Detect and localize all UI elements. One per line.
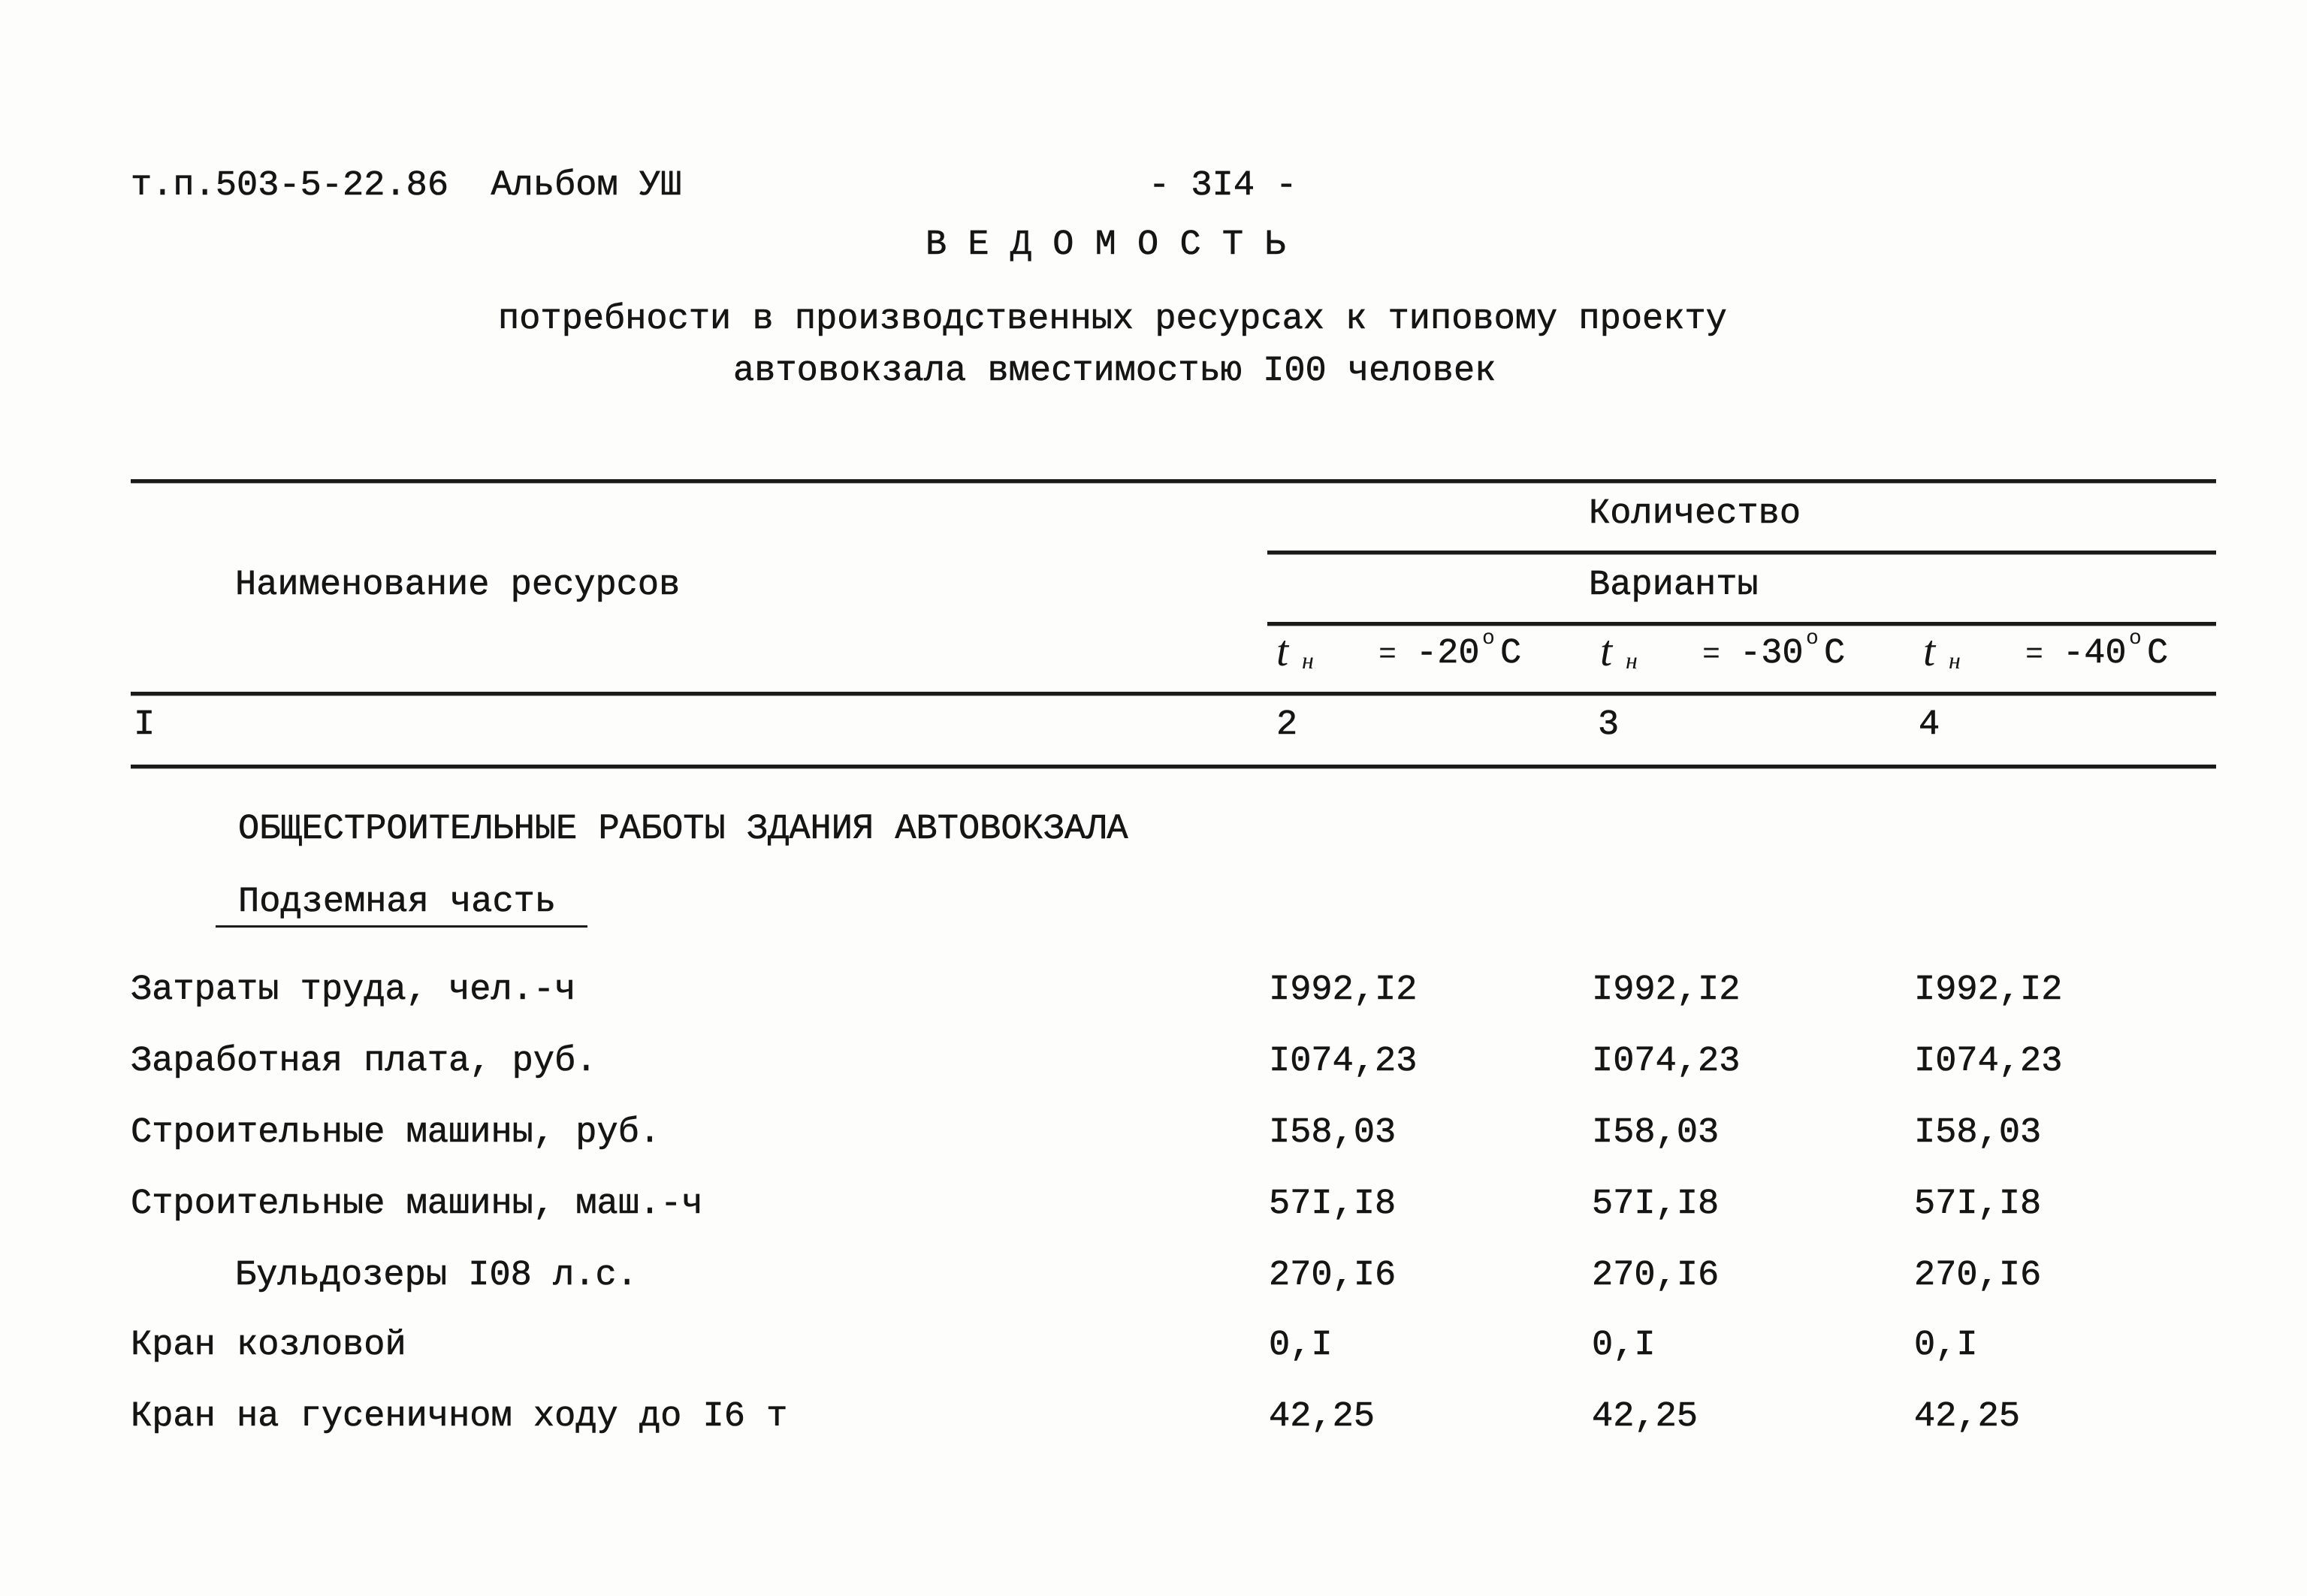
row-value: 0,I xyxy=(1592,1326,1656,1365)
row-name: Затраты труда, чел.-ч xyxy=(131,970,576,1010)
variant-header-3 xyxy=(1923,626,2194,678)
column-number-3: 3 xyxy=(1598,705,1620,745)
subsection-heading: Подземная часть xyxy=(238,882,557,922)
row-value: I58,03 xyxy=(1269,1113,1397,1153)
variant-unit: C xyxy=(1824,634,1846,674)
document-title: В Е Д О М О С Т Ь xyxy=(926,225,1286,265)
resource-name-header: Наименование ресурсов xyxy=(235,566,681,605)
section-heading: ОБЩЕСТРОИТЕЛЬНЫЕ РАБОТЫ ЗДАНИЯ АВТОВОКЗАЛА xyxy=(238,810,1128,849)
variant-value: -20 xyxy=(1416,634,1480,674)
variant-symbol: t xyxy=(1600,626,1613,675)
row-value: I074,23 xyxy=(1269,1042,1418,1082)
column-number-2: 2 xyxy=(1276,705,1298,745)
row-value: 270,I6 xyxy=(1592,1256,1720,1296)
variant-unit: C xyxy=(1500,634,1522,674)
variant-equals: = xyxy=(1702,638,1721,672)
row-name: Заработная плата, руб. xyxy=(131,1042,597,1082)
row-value: I074,23 xyxy=(1914,1042,2063,1082)
variant-degree: o xyxy=(2129,627,2142,650)
row-name: Строительные машины, маш.-ч xyxy=(131,1184,703,1224)
variant-subscript: н xyxy=(1626,647,1638,674)
row-value: 57I,I8 xyxy=(1592,1184,1720,1224)
page-number: - 3I4 - xyxy=(1149,166,1297,206)
row-value: I074,23 xyxy=(1592,1042,1741,1082)
row-value: 0,I xyxy=(1269,1326,1333,1365)
document-reference: т.п.503-5-22.86 Альбом УШ xyxy=(131,166,682,206)
table-top-rule xyxy=(131,479,2216,483)
row-name: Кран козловой xyxy=(131,1326,406,1365)
variant-value: -40 xyxy=(2063,634,2127,674)
variant-equals: = xyxy=(1378,638,1397,672)
quantity-rule xyxy=(1267,551,2216,554)
variant-subscript: н xyxy=(1302,647,1314,674)
row-value: 270,I6 xyxy=(1269,1256,1397,1296)
row-value: 270,I6 xyxy=(1914,1256,2042,1296)
row-value: 42,25 xyxy=(1914,1397,2021,1437)
variant-equals: = xyxy=(2025,638,2044,672)
variant-symbol: t xyxy=(1276,626,1289,675)
row-name: Строительные машины, руб. xyxy=(131,1113,661,1153)
variant-symbol: t xyxy=(1923,626,1936,675)
document-subtitle-line-1: потребности в производственных ресурсах к типовому проекту xyxy=(498,300,1727,339)
row-value: I58,03 xyxy=(1914,1113,2042,1153)
variants-header: Варианты xyxy=(1589,566,1759,605)
variant-degree: o xyxy=(1482,627,1495,650)
variant-unit: C xyxy=(2147,634,2169,674)
row-value: 42,25 xyxy=(1592,1397,1699,1437)
variant-subscript: н xyxy=(1949,647,1961,674)
subsection-underline xyxy=(216,925,587,928)
quantity-header: Количество xyxy=(1589,494,1801,534)
header-bottom-rule xyxy=(131,692,2216,695)
variant-header-2 xyxy=(1600,626,1871,678)
variant-value: -30 xyxy=(1740,634,1804,674)
row-value: 57I,I8 xyxy=(1269,1184,1397,1224)
row-value: I992,I2 xyxy=(1592,970,1741,1010)
row-value: 42,25 xyxy=(1269,1397,1375,1437)
numbering-bottom-rule xyxy=(131,765,2216,768)
row-value: I58,03 xyxy=(1592,1113,1720,1153)
column-number-4: 4 xyxy=(1919,705,1940,745)
row-value: 57I,I8 xyxy=(1914,1184,2042,1224)
row-value: I992,I2 xyxy=(1914,970,2063,1010)
row-value: 0,I xyxy=(1914,1326,1978,1365)
column-number-1: I xyxy=(134,705,156,745)
document-subtitle-line-2: автовокзала вместимостью I00 человек xyxy=(733,351,1496,391)
row-value: I992,I2 xyxy=(1269,970,1418,1010)
variants-rule xyxy=(1267,622,2216,626)
variant-header-1 xyxy=(1276,626,1547,678)
row-name: Кран на гусеничном ходу до I6 т xyxy=(131,1397,788,1437)
row-name: Бульдозеры I08 л.с. xyxy=(235,1256,638,1296)
variant-degree: o xyxy=(1806,627,1819,650)
